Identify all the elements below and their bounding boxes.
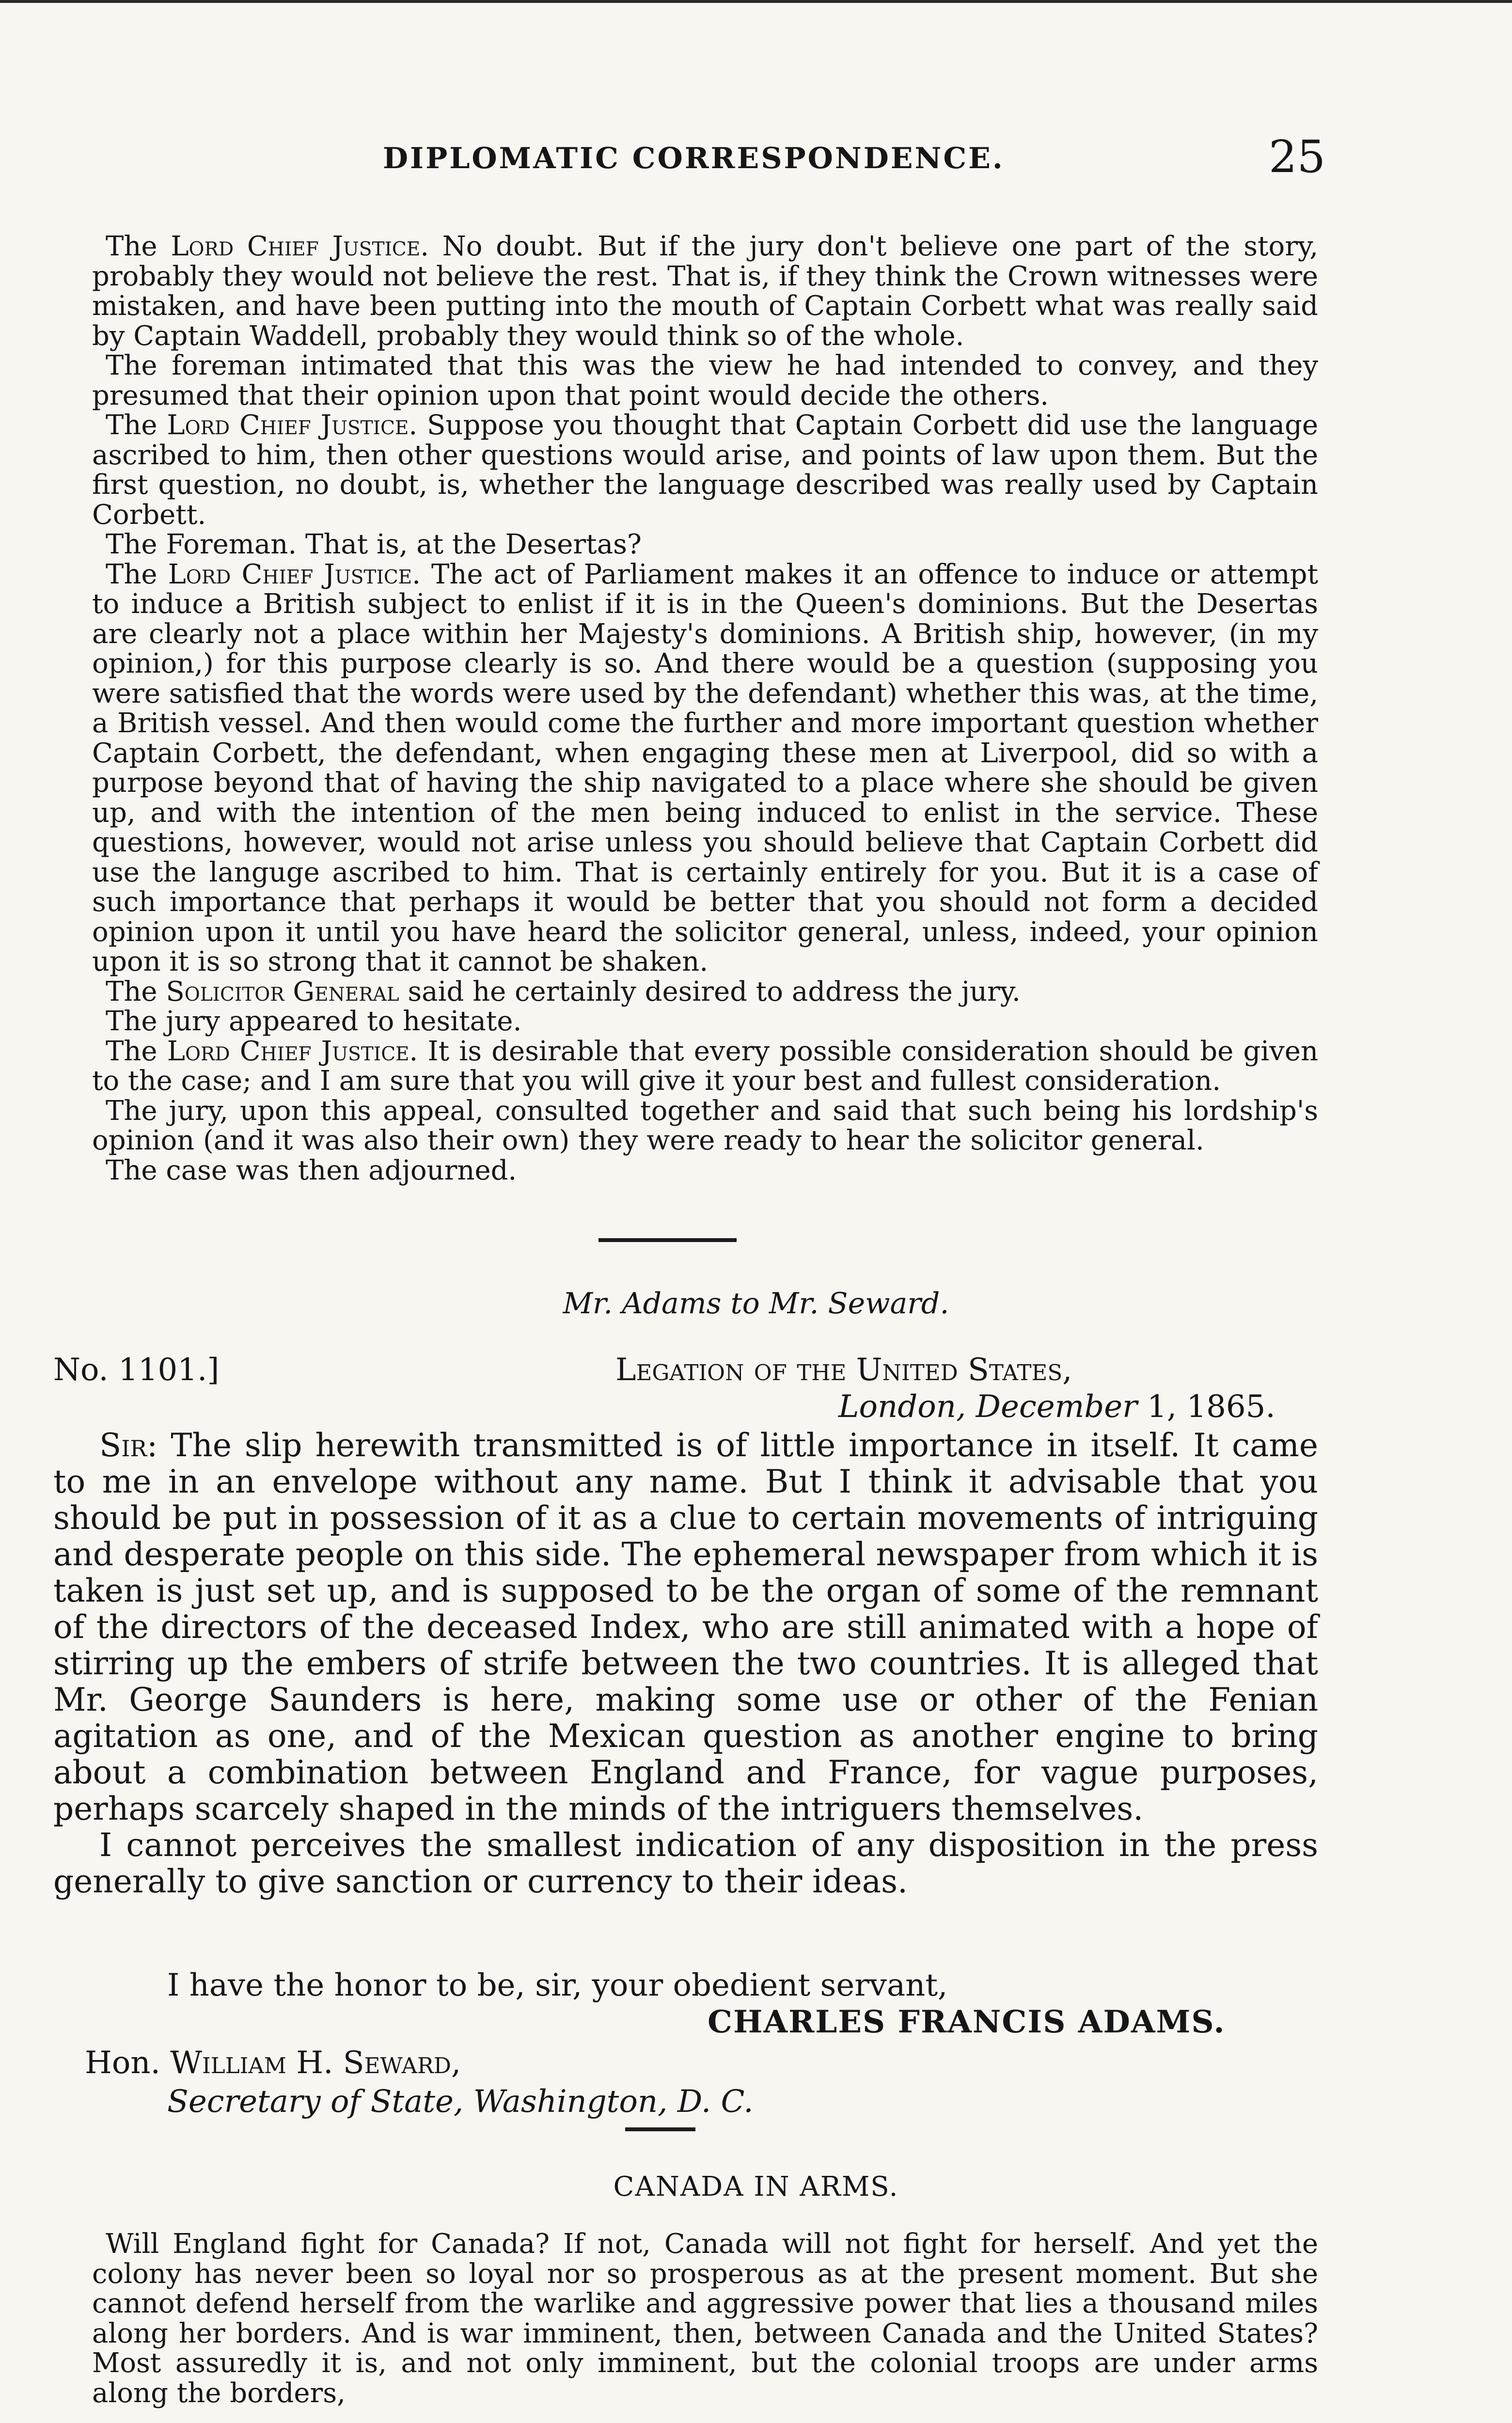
speaker-name: Lord Chief Justice (167, 1035, 410, 1067)
salutation: Sir (99, 1427, 147, 1464)
letter-closing: I have the honor to be, sir, your obedient servant, (167, 1967, 948, 2003)
date-place: London, December (838, 1389, 1137, 1425)
page-number: 25 (1268, 131, 1325, 183)
paragraph-text: . The act of Parliament makes it an offence to induce or attempt to induce a British subject to enlist if it is in the Queen's dominions. But the Desertas are clearly not a place within her Majesty's dominions. A British ship, however, (in my opinion,) for this purpose clearly is so. And there would be a question (supposing you were satisfied that the words were used by the defendant) whether this was, at the time, a British vessel. And then would come the further and more important question whether Captain Corbett, the defendant, when engaging these men at Liverpool, did so with a purpose beyond that of having the ship navigated to a place where she should be given up, and with the intention of the men being induced to enlist in the service. These questions, however, would not arise unless you should believe that Captain Corbett did use the languge ascribed to him. That is certainly entirely for you. But it is a case of such importance that perhaps it would be better that you should not form a decided opinion upon it until you have heard the solicitor general, unless, indeed, your opinion upon it is so strong that it cannot be shaken. (92, 558, 1318, 977)
running-title: DIPLOMATIC CORRESPONDENCE. (383, 142, 1005, 175)
top-rule (0, 0, 1512, 3)
enclosure-title: CANADA IN ARMS. (613, 2171, 899, 2203)
trial-paragraph: The Lord Chief Justice. Suppose you thought that Captain Corbett did use the language ascribed to him, then other questions would arise, and points of law upon them. But the first question, no doubt, is, whether the language described was really used by Captain Corbett. (92, 409, 1318, 531)
letter-paragraph (53, 1427, 1318, 1827)
paragraph-text: . It is desirable that every possible consideration should be given to the case; and I am sure that you will give it your best and fullest consideration. (92, 1035, 1319, 1097)
dateline (838, 1389, 1276, 1425)
trial-paragraph: The foreman intimated that this was the view he had intended to convey, and they presumed that their opinion upon that point would decide the others. (92, 350, 1318, 411)
letter-title: Mr. Adams to Mr. Seward. (563, 1287, 949, 1321)
speaker-name: Solicitor General (166, 975, 399, 1007)
section-divider (598, 1238, 737, 1242)
addressee-prefix: Hon. (85, 2045, 171, 2081)
enclosure-paragraph: Will England fight for Canada? If not, Canada will not fight for herself. And yet the colony has never been so loyal nor so prosperous as at the present moment. But she cannot defend herself from the warlike and aggressive power that lies a thousand miles along her borders. And is war imminent, then, between Canada and the United States? Most assuredly it is, and not only imminent, but the colonial troops are under arms along the borders, (92, 2228, 1318, 2409)
page-header (111, 131, 1325, 184)
trial-paragraph: The Lord Chief Justice. It is desirable that every possible consideration should be given to the case; and I am sure that you will give it your best and fullest consideration. (92, 1035, 1319, 1097)
section-divider (625, 2127, 695, 2131)
trial-paragraph: The case was then adjourned. (106, 1154, 517, 1186)
paragraph-text: : The slip herewith transmitted is of little importance in itself. It came to me in an envelope without any name. But I think it advisable that you should be put in possession of it as a clue to certain movements of intriguing and desperate people on this side. The ephemeral newspaper from which it is taken is just set up, and is supposed to be the organ of some of the remnant of the directors of the deceased Index, who are still animated with a hope of stirring up the embers of strife between the two countries. It is alleged that Mr. George Saunders is here, making some use or other of the Fenian agitation as one, and of the Mexican question as another engine to bring about a combination between England and France, for vague purposes, perhaps scarcely shaped in the minds of the intriguers themselves. (53, 1427, 1318, 1827)
trial-paragraph: The Solicitor General said he certainly desired to address the jury. (106, 975, 1021, 1007)
signature: CHARLES FRANCIS ADAMS. (708, 2004, 1226, 2040)
trial-paragraph: The Lord Chief Justice. The act of Parliament makes it an offence to induce or attempt to induce a British subject to enlist if it is in the Queen's dominions. But the Desertas are clearly not a place within her Majesty's dominions. A British ship, however, (in my opinion,) for this purpose clearly is so. And there would be a question (supposing you were satisfied that the words were used by the defendant) whether this was, at the time, a British vessel. And then would come the further and more important question whether Captain Corbett, the defendant, when engaging these men at Liverpool, did so with a purpose beyond that of having the ship navigated to a place where she should be given up, and with the intention of the men being induced to enlist in the service. These questions, however, would not arise unless you should believe that Captain Corbett did use the languge ascribed to him. That is certainly entirely for you. But it is a case of such importance that perhaps it would be better that you should not form a decided opinion upon it until you have heard the solicitor general, unless, indeed, your opinion upon it is so strong that it cannot be shaken. (92, 558, 1318, 977)
letter-paragraph: I cannot perceives the smallest indication of any disposition in the press generally to give sanction or currency to their ideas. (53, 1826, 1318, 1900)
paragraph-text: said he certainly desired to address the jury. (399, 975, 1021, 1007)
trial-paragraph: The jury appeared to hesitate. (106, 1006, 522, 1037)
addressee (85, 2045, 461, 2081)
letter-body (53, 1427, 1318, 1900)
trial-paragraph: The Lord Chief Justice. No doubt. But if the jury don't believe one part of the story, probably they would not believe the rest. That is, if they think the Crown witnesses were mistaken, and have been putting into the mouth of Captain Corbett what was really said by Captain Waddell, probably they would think so of the whole. (92, 231, 1318, 352)
trial-transcript (92, 232, 1318, 1185)
paragraph-text: . No doubt. But if the jury don't believe one part of the story, probably they would not believe the rest. That is, if they think the Crown witnesses were mistaken, and have been putting into the mouth of Captain Corbett what was really said by Captain Waddell, probably they would think so of the whole. (92, 231, 1318, 352)
addressee-title: Secretary of State, Washington, D. C. (167, 2084, 754, 2120)
enclosure-body (92, 2229, 1318, 2408)
speaker-name: Lord Chief Justice (168, 558, 412, 590)
legation-heading: Legation of the United States, (615, 1352, 1072, 1388)
addressee-name: William H. Seward, (170, 2045, 461, 2081)
trial-paragraph: The jury, upon this appeal, consulted together and said that such being his lordship's opinion (and it was also their own) they were ready to hear the solicitor general. (92, 1095, 1318, 1156)
trial-paragraph: The Foreman. That is, at the Desertas? (106, 529, 642, 560)
speaker-name: Lord Chief Justice (171, 231, 421, 262)
date-day: 1, 1865. (1137, 1389, 1276, 1425)
letter-number: No. 1101.] (53, 1352, 220, 1388)
speaker-name: Lord Chief Justice (167, 409, 409, 441)
paragraph-text: . Suppose you thought that Captain Corbett did use the language ascribed to him, then other questions would arise, and points of law upon them. But the first question, no doubt, is, whether the language described was really used by Captain Corbett. (92, 409, 1318, 531)
